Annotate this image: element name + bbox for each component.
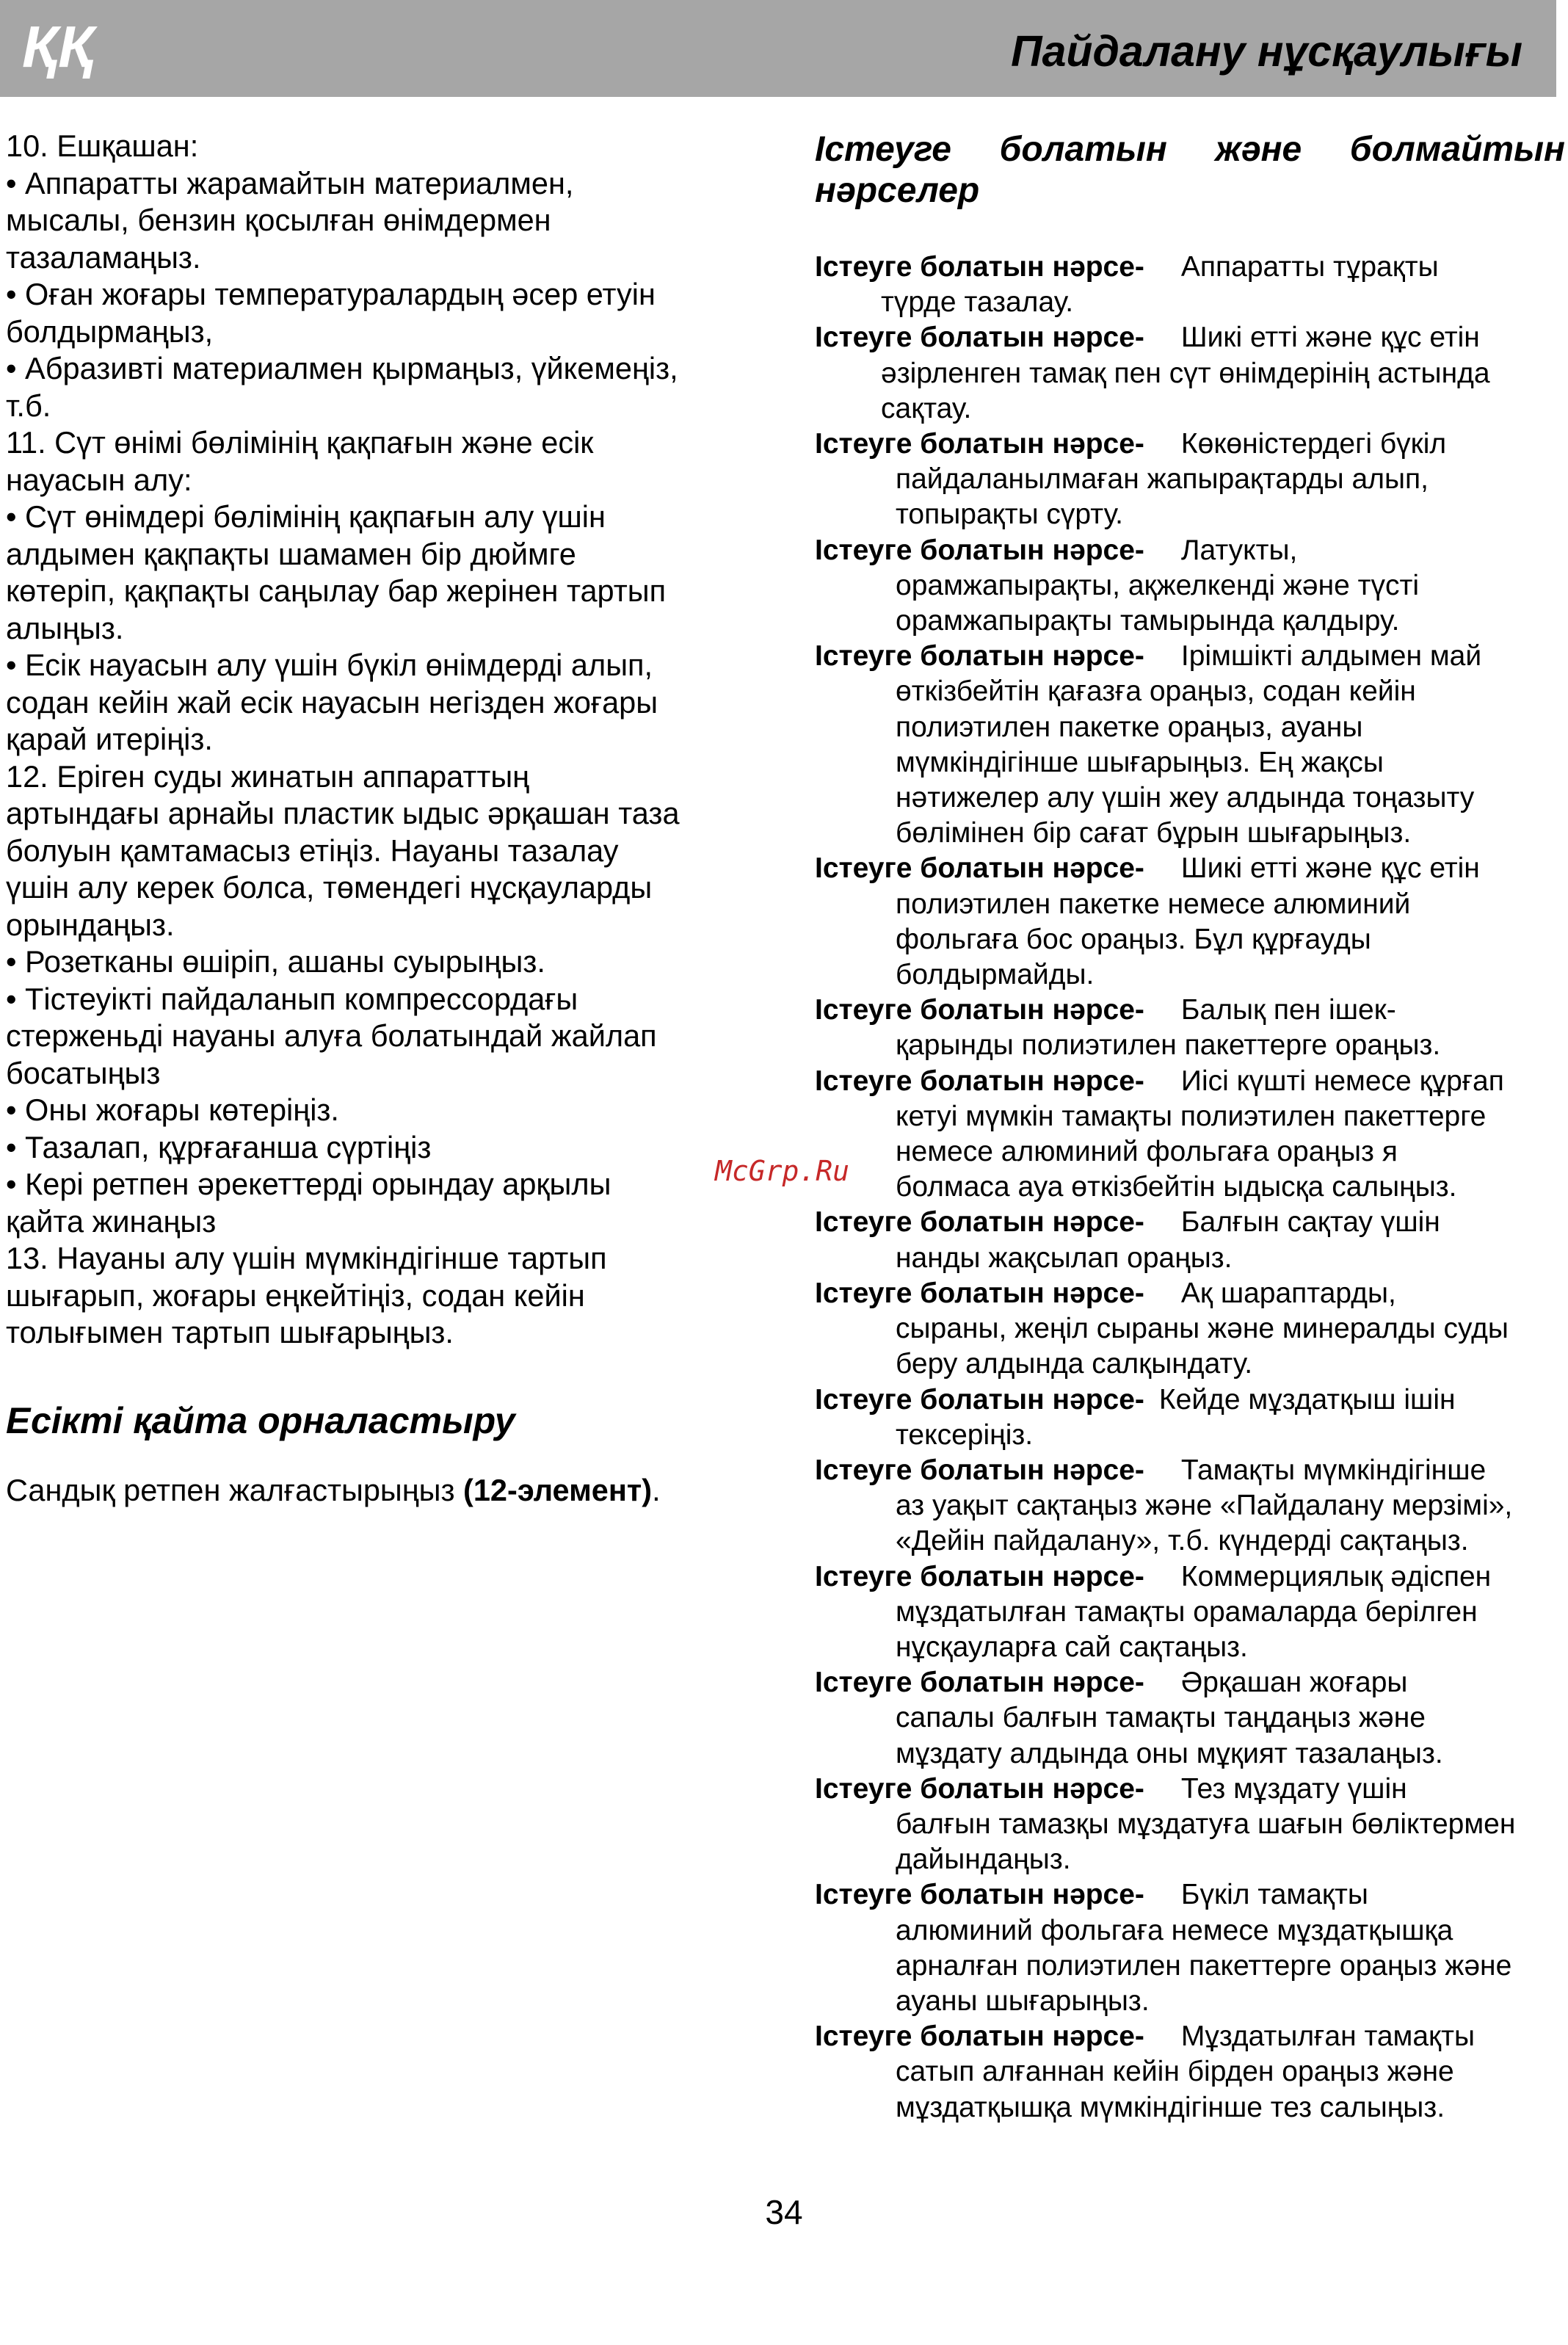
dos-text: Мұздатылған тамақты	[1180, 2020, 1476, 2053]
dos-text: Ірімшікті алдымен май	[1180, 640, 1482, 673]
text-line: алдымен қақпақты шамамен бір дюймге	[6, 536, 576, 571]
dos-text: Аппаратты тұрақты	[1180, 251, 1439, 283]
dos-text-continuation: мұздату алдында оны мұқият тазалаңыз.	[896, 1737, 1443, 1769]
text-line: содан кейін жай есік науасын негізден жоғары	[6, 684, 658, 720]
text-line: үшін алу керек болса, төмендегі нұсқауларды	[6, 870, 653, 905]
dos-text: Бүкіл тамақты	[1180, 1879, 1368, 1911]
dos-text-continuation: болмаса ауа өткізбейтін ыдысқа салыңыз.	[896, 1171, 1457, 1203]
dos-text-continuation: сапалы балғын тамақты таңдаңыз және	[896, 1702, 1426, 1734]
dos-text: Ақ шараптарды,	[1180, 1277, 1396, 1309]
text-line: қарай итеріңіз.	[6, 722, 213, 756]
left-column-text	[6, 128, 733, 1352]
dos-text-continuation: полиэтилен пакетке немесе алюминий	[896, 888, 1411, 920]
dos-entry-first-line	[815, 320, 1565, 355]
text-line: • Аппаратты жарамайтын материалмен,	[6, 165, 574, 200]
dos-text: Иісі күшті немесе құрғап	[1180, 1065, 1504, 1097]
dos-text: Шикі етті және құс етін	[1180, 322, 1480, 354]
section-text-plain: Сандық ретпен жалғастырыңыз	[6, 1472, 464, 1507]
text-line: 12. Еріген суды жинатын аппараттың	[6, 758, 530, 794]
dos-text: Шикі етті және құс етін	[1180, 852, 1480, 885]
text-line: • Сүт өнімдері бөлімінің қақпағын алу үшін	[6, 499, 606, 534]
dos-entry	[815, 250, 1565, 320]
dos-text-continuation: арналған полиэтилен пакеттерге ораңыз және	[896, 1949, 1512, 1982]
dos-entry	[815, 993, 1565, 1063]
text-line: стерженьді науаны алуға болатындай жайлап	[6, 1018, 657, 1053]
dos-text: Көкөністердегі бүкіл	[1180, 428, 1447, 460]
dos-text-continuation: аз уақыт сақтаңыз және «Пайдалану мерзімі»,	[896, 1490, 1513, 1522]
dos-text-continuation: дайындаңыз.	[896, 1844, 1071, 1876]
dos-entry-first-line	[815, 1453, 1565, 1488]
dos-entry	[815, 851, 1565, 993]
text-line: • Кері ретпен әрекеттерді орындау арқылы	[6, 1167, 611, 1201]
dos-text-continuation: мүмкіндігінше шығарыңыз. Ең жақсы	[896, 746, 1384, 778]
right-column	[815, 129, 1565, 2125]
text-line: • Тістеуікті пайдаланып компрессордағы	[6, 981, 578, 1016]
dos-keyword: Істеуге болатын нәрсе-	[815, 251, 1144, 283]
dos-text-continuation: сақтау.	[881, 392, 972, 424]
text-line: 13. Науаны алу үшін мүмкіндігінше тартып	[6, 1241, 607, 1275]
dos-text-continuation: бөлімінен бір сағат бұрын шығарыңыз.	[896, 817, 1412, 849]
dos-text-continuation: әзірленген тамақ пен сүт өнімдерінің астында	[881, 357, 1490, 389]
text-line: науасын алу:	[6, 462, 192, 497]
dos-keyword: Істеуге болатын нәрсе-	[815, 1454, 1144, 1486]
text-line: қайта жинаңыз	[6, 1203, 217, 1239]
dos-keyword: Істеуге болатын нәрсе-	[815, 1065, 1144, 1097]
dos-keyword: Істеуге болатын нәрсе-	[815, 640, 1144, 673]
dos-text-continuation: ауаны шығарыңыз.	[896, 1985, 1150, 2017]
text-line: • Тазалап, құрғағанша сүртіңіз	[6, 1129, 432, 1164]
dos-text: Коммерциялық әдіспен	[1180, 1560, 1492, 1592]
dos-entry-first-line	[815, 851, 1565, 886]
dos-entry-first-line	[815, 1064, 1565, 1099]
text-line: т.б.	[6, 388, 51, 423]
dos-keyword: Істеуге болатын нәрсе-	[815, 1383, 1144, 1416]
dos-keyword: Істеуге болатын нәрсе-	[815, 1879, 1144, 1911]
dos-entry-first-line	[815, 1276, 1565, 1311]
dos-list	[815, 250, 1565, 2125]
header-bar	[0, 0, 1556, 97]
dos-text-continuation: болдырмайды.	[896, 959, 1095, 991]
dos-entry-first-line	[815, 1559, 1565, 1595]
text-line: 11. Сүт өнімі бөлімінің қақпағын және есік	[6, 425, 594, 460]
dos-entry	[815, 639, 1565, 851]
dos-keyword: Істеуге болатын нәрсе-	[815, 322, 1144, 354]
dos-text-continuation: кетуі мүмкін тамақты полиэтилен пакеттерге	[896, 1100, 1487, 1132]
text-line: артындағы арнайы пластик ыдыс әрқашан таза	[6, 796, 680, 830]
text-line: • Есік науасын алу үшін бүкіл өнімдерді алып,	[6, 648, 653, 682]
dos-text-continuation: орамжапырақты тамырында қалдыру.	[896, 605, 1400, 637]
section-text-bold: (12-элемент)	[463, 1472, 653, 1507]
dos-keyword: Істеуге болатын нәрсе-	[815, 1277, 1144, 1309]
dos-entry	[815, 1877, 1565, 2019]
dos-text-continuation: фольгаға бос ораңыз. Бұл құрғауды	[896, 923, 1371, 955]
dos-entry-first-line	[815, 1382, 1565, 1418]
text-line: • Абразивті материалмен қырмаңыз, үйкемеңіз,	[6, 351, 678, 385]
language-code: ҚҚ	[22, 14, 95, 79]
dos-text-continuation: мұздатылған тамақты орамаларда берілген	[896, 1595, 1478, 1628]
dos-text-continuation: немесе алюминий фольгаға ораңыз я	[896, 1136, 1398, 1168]
dos-entry-first-line	[815, 1772, 1565, 1807]
section-text-end: .	[652, 1472, 661, 1507]
watermark: McGrp.Ru	[715, 1155, 850, 1187]
dos-text-continuation: беру алдында салқындату.	[896, 1348, 1253, 1380]
dos-entry	[815, 1064, 1565, 1206]
document-title: Пайдалану нұсқаулығы	[1011, 27, 1522, 76]
dos-text: Латукты,	[1180, 534, 1298, 566]
dos-text-continuation: топырақты сүрту.	[896, 499, 1124, 531]
dos-text-continuation: өткізбейтін қағазға ораңыз, содан кейін	[896, 675, 1416, 708]
page-number: 34	[765, 2193, 803, 2231]
dos-text-continuation: алюминий фольгаға немесе мұздатқышқа	[896, 1914, 1453, 1946]
dos-text: Кейде мұздатқыш ішін	[1158, 1383, 1456, 1416]
dos-text-continuation: нәтижелер алу үшін жеу алдында тоңазыту	[896, 782, 1475, 814]
dos-keyword: Істеуге болатын нәрсе-	[815, 994, 1144, 1026]
dos-entry-first-line	[815, 993, 1565, 1028]
dos-text-continuation: сыраны, жеңіл сыраны және минералды суды	[896, 1313, 1509, 1345]
dos-keyword: Істеуге болатын нәрсе-	[815, 2020, 1144, 2053]
text-line: орындаңыз.	[6, 907, 175, 942]
dos-keyword: Істеуге болатын нәрсе-	[815, 852, 1144, 885]
dos-text-continuation: мұздатқышқа мүмкіндігінше тез салыңыз.	[896, 2091, 1445, 2123]
dos-text: Тез мұздату үшін	[1180, 1772, 1407, 1805]
dos-text: Әрқашан жоғары	[1180, 1667, 1408, 1699]
dos-text-continuation: сатып алғаннан кейін бірден ораңыз және	[896, 2056, 1454, 2088]
dos-heading-line-1: Істеуге болатын және болмайтын	[815, 130, 1565, 169]
dos-entry	[815, 1205, 1565, 1275]
section-text	[6, 1472, 733, 1509]
text-line: • Розетканы өшіріп, ашаны суырыңыз.	[6, 944, 545, 979]
dos-entry	[815, 320, 1565, 427]
dos-keyword: Істеуге болатын нәрсе-	[815, 534, 1144, 566]
text-line: шығарып, жоғары еңкейтіңіз, содан кейін	[6, 1277, 585, 1313]
dos-entry-first-line	[815, 250, 1565, 285]
text-line: толығымен тартып шығарыңыз.	[6, 1315, 454, 1349]
text-line: болуын қамтамасыз етіңіз. Науаны тазалау	[6, 833, 619, 868]
dos-keyword: Істеуге болатын нәрсе-	[815, 1772, 1144, 1805]
dos-text: Балық пен ішек-	[1180, 994, 1396, 1026]
dos-entry	[815, 1382, 1565, 1453]
dos-text-continuation: балғын тамазқы мұздатуға шағын бөліктермен	[896, 1808, 1516, 1840]
dos-keyword: Істеуге болатын нәрсе-	[815, 1206, 1144, 1239]
dos-text-continuation: «Дейін пайдалану», т.б. күндерді сақтаңыз.	[896, 1525, 1469, 1557]
dos-entry	[815, 1453, 1565, 1559]
dos-entry	[815, 1772, 1565, 1878]
text-line: алыңыз.	[6, 610, 124, 645]
text-line: босатыңыз	[6, 1055, 161, 1090]
dos-entry	[815, 1276, 1565, 1382]
dos-entry-first-line	[815, 427, 1565, 462]
dos-text-continuation: қарынды полиэтилен пакеттерге ораңыз.	[896, 1029, 1441, 1062]
dos-keyword: Істеуге болатын нәрсе-	[815, 428, 1144, 460]
text-line: мысалы, бензин қосылған өнімдермен	[6, 203, 551, 237]
dos-text-continuation: нанды жақсылап ораңыз.	[896, 1242, 1233, 1274]
dos-text-continuation: тексеріңіз.	[896, 1418, 1034, 1451]
dos-keyword: Істеуге болатын нәрсе-	[815, 1667, 1144, 1699]
dos-entry-first-line	[815, 1205, 1565, 1240]
dos-entry	[815, 427, 1565, 533]
left-column	[6, 128, 733, 1509]
dos-entry-first-line	[815, 639, 1565, 674]
dos-entry	[815, 1559, 1565, 1666]
dos-text-continuation: пайдаланылмаған жапырақтарды алып,	[896, 463, 1429, 496]
dos-entry-first-line	[815, 1877, 1565, 1913]
dos-entry-first-line	[815, 2019, 1565, 2054]
dos-text-continuation: полиэтилен пакетке ораңыз, ауаны	[896, 711, 1363, 743]
text-line: көтеріп, қақпақты саңылау бар жерінен тартып	[6, 573, 667, 608]
dos-entry-first-line	[815, 533, 1565, 568]
text-line: 10. Ешқашан:	[6, 128, 199, 163]
dos-text: Балғын сақтау үшін	[1180, 1206, 1440, 1239]
dos-entry	[815, 533, 1565, 639]
dos-text-continuation: орамжапырақты, ақжелкенді және түсті	[896, 569, 1420, 601]
text-line: болдырмаңыз,	[6, 313, 214, 349]
dos-entry	[815, 2019, 1565, 2125]
section-heading: Есікті қайта орналастыру	[6, 1399, 515, 1441]
text-line: • Оған жоғары температуралардың әсер етуін	[6, 277, 656, 311]
dos-keyword: Істеуге болатын нәрсе-	[815, 1560, 1144, 1592]
dos-heading-line-2: нәрселер	[815, 171, 980, 210]
dos-entry-first-line	[815, 1665, 1565, 1700]
dos-entry	[815, 1665, 1565, 1772]
dos-text: Тамақты мүмкіндігінше	[1180, 1454, 1487, 1486]
dos-text-continuation: түрде тазалау.	[881, 286, 1074, 319]
dos-text-continuation: нұсқауларға сай сақтаңыз.	[896, 1631, 1248, 1663]
text-line: тазаламаңыз.	[6, 239, 201, 275]
text-line: • Оны жоғары көтеріңіз.	[6, 1092, 339, 1127]
